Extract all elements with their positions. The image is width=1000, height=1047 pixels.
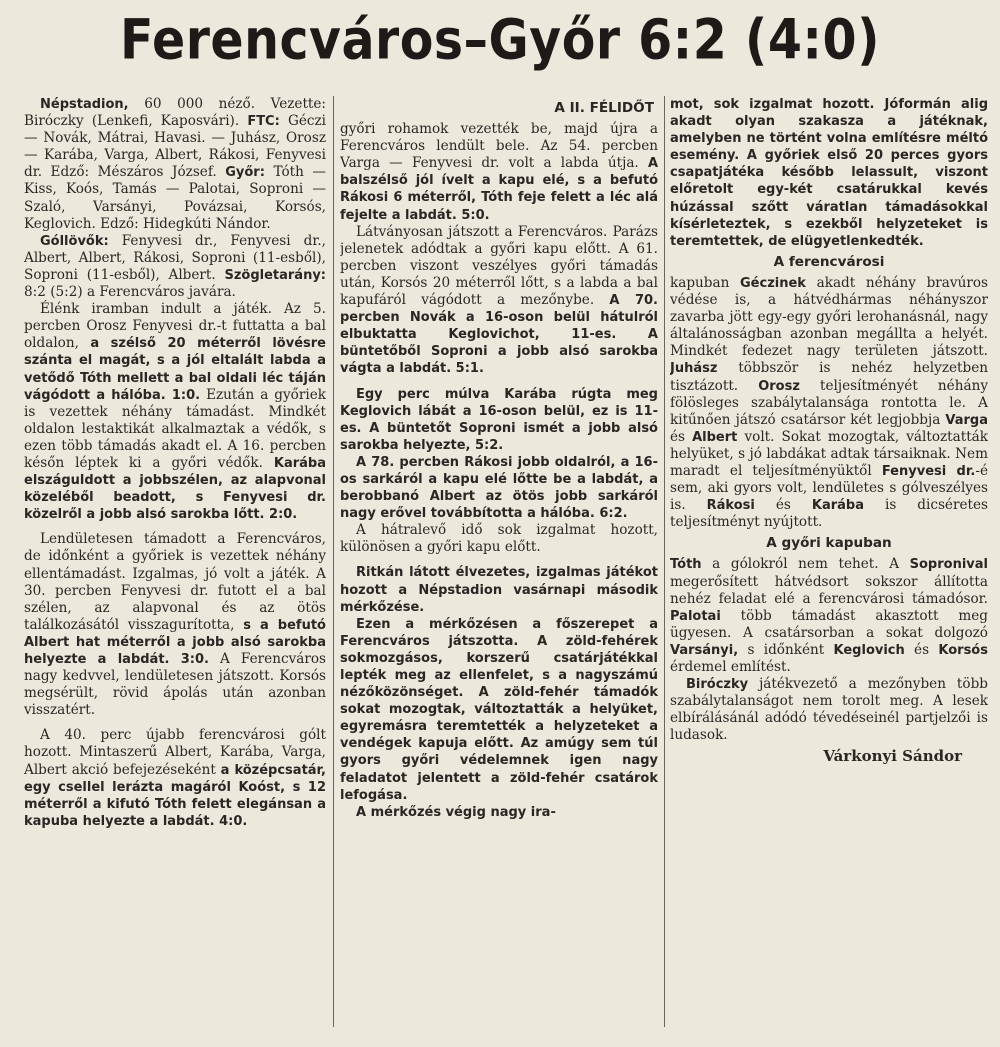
text-run: Tóth — Kiss, Koós, Tamás — Palotai, Soproni — Szaló, Varsányi, Povázsai, Korsós, Keglovich. Edző: Hidegkúti Nándor.: [24, 164, 326, 232]
author-signature: Várkonyi Sándor: [823, 747, 962, 766]
text-run: Élénk iramban indult a játék. Az 5. percben Orosz Fenyvesi dr.-t futtatta a bal oldalon,: [24, 301, 326, 352]
venue-label: Népstadion,: [40, 97, 129, 112]
player-name: Géczinek: [740, 275, 806, 291]
highlight-run: Egy perc múlva Karába rúgta meg Keglovich lábát a 16-oson belül, ez is 11-es. A büntetőt Soproni ismét a jobb alsó sarokba helyezte, 5:2.: [340, 386, 658, 453]
text-run: teljesítményét néhány fölösleges szabálytalansága rontotta le. A kitűnően játszó csatársor két legjobbja: [670, 377, 988, 428]
section-subheading: A győri kapuban: [766, 535, 892, 552]
highlight-run: A balszélső jól ívelt a kapu elé, s a befutó Rákosi 6 méterről, Tóth feje felett a léc alá fejelte a labdát. 5:0.: [340, 156, 658, 223]
highlight-run: A 78. percben Rákosi jobb oldalról, a 16-os sarkáról a kapu elé lőtte be a labdát, a berobbanó Albert az ötös jobb sarkáról nagy erővel továbbította a hálóba. 6:2.: [340, 454, 658, 522]
text-run: a gólokról nem tehet. A: [701, 556, 910, 573]
highlight-run: A mérkőzés végig nagy ira-: [356, 804, 556, 820]
article-paragraph: [340, 522, 658, 556]
section-subheading: A II. FÉLIDŐT: [554, 100, 654, 116]
text-run: és: [754, 497, 812, 514]
player-name: Varga: [945, 412, 988, 428]
text-run: A 40. perc újabb ferencvárosi gólt hozott. Mintaszerű Albert, Karába, Varga, Albert akció befejezéseként: [24, 727, 326, 778]
highlight-run: Karába elszáguldott a jobbszélen, az alapvonal közeléből beadott, s Fenyvesi dr. közelről a jobb alsó sarokba lőtt. 2:0.: [24, 455, 326, 523]
article-paragraph: [24, 531, 326, 719]
highlight-run: Ritkán látott élvezetes, izgalmas játékot hozott a Népstadion vasárnapi második mérkőzése.: [340, 565, 658, 615]
article-paragraph: [340, 121, 658, 224]
text-run: Látványosan játszott a Ferencváros. Parázs jelenetek adódtak a győri kapu előtt. A 61. percben viszont veszélyes győri támadás után, Korsós 20 méterről lőtt, s a labda a bal kapufáról vágódott a mezőnybe.: [340, 223, 658, 309]
article-column-3: [670, 96, 988, 1033]
text-run: A Ferencváros nagy kedvvel, lendületesen játszott. Korsós megsérült, rövid ápolás után azonban visszatért.: [24, 651, 326, 719]
article-paragraph: [340, 616, 658, 804]
spacer: [24, 719, 326, 727]
player-name: Palotai: [670, 608, 721, 624]
scorers-paragraph: [24, 233, 326, 301]
text-run: érdemel említést.: [670, 659, 791, 675]
player-name: Juhász: [670, 361, 718, 377]
article-paragraph: [340, 386, 658, 454]
text-run: Lendületesen támadott a Ferencváros, de időnként a győriek is vezettek néhány ellentámadást. Izgalmas, jó volt a játék. A 30. percben Fenyvesi dr. futott el a bal szélen, az alapvonal és az ötös találkozásától visszagurította,: [24, 531, 326, 633]
corners-label: Szögletarány:: [224, 267, 326, 283]
highlight-run: mot, sok izgalmat hozott. Jóformán alig akadt olyan szakasza a játéknak, amelyben ne történt volna említésre méltó esemény. A győriek első 20 perces gyors csapatjátéka később lelassult, viszont előretolt egy-két csatárukkal kevés húzással szőtt váratlan támadásokkal kísérleteztek, s ezekből helyzeteket is teremtettek, de elügyetlenkedték.: [670, 97, 988, 249]
text-run: Géczi — Novák, Mátrai, Havasi. — Juhász, Orosz — Karába, Varga, Albert, Rákosi, Fenyvesi dr. Edző: Mészáros József.: [24, 113, 326, 181]
text-run: 60 000 néző. Vezette: Biróczky (Lenkefi, Kaposvári).: [24, 96, 326, 130]
text-run: több támadást akasztott meg ügyesen. A csatársorban a sokat dolgozó: [670, 607, 988, 641]
text-run: többször is nehéz helyzetben tisztázott.: [670, 360, 988, 394]
player-name: Rákosi: [706, 498, 755, 514]
text-run: akadt néhány bravúros védése is, a hátvédhármas néhányszor zavarba jött egy-egy győri lerohanásnál, nagy általánosságban azonban megállta a helyét. Mindkét fedezet nagy területen játszott.: [670, 274, 988, 360]
text-run: és: [670, 428, 693, 445]
highlight-run: a szélső 20 méterről lövésre szánta el magát, s a jól eltalált labda a vetődő Tóth mellett a bal oldali léc táján vágódott a hálóba. 1:0.: [24, 336, 326, 403]
article-paragraph: [340, 804, 658, 821]
text-run: Ezután a győriek is vezettek néhány támadást. Mindkét oldalon lestaktikát alkalmaztak a védők, s ezen több támadás akadt el. A 16. percben későn léptek ki a győri védők.: [24, 386, 326, 471]
player-name: Fenyvesi dr.: [881, 463, 976, 479]
text-run: 8:2 (5:2) a Ferencváros javára.: [24, 284, 236, 301]
column-rule: [333, 96, 334, 1027]
player-name: Varsányi,: [670, 642, 739, 658]
section-subheading: A ferencvárosi: [773, 253, 885, 270]
column-rule: [664, 96, 665, 1027]
player-name: Biróczky: [686, 677, 749, 693]
text-run: A hátralevő idő sok izgalmat hozott, különösen a győri kapu előtt.: [340, 522, 658, 556]
spacer: [340, 556, 658, 564]
article-paragraph: [670, 556, 988, 676]
spacer: [24, 523, 326, 531]
player-name: Korsós: [938, 642, 988, 658]
text-run: volt. Sokat mozogtak, változtatták helyüket, s jó labdákat adtak társaiknak. Nem maradt el teljesítményüktől: [670, 428, 988, 479]
article-paragraph: [670, 96, 988, 250]
text-run: megerősített hátvédsort sokszor állította nehéz feladat elé a ferencvárosi támadósor.: [670, 573, 988, 607]
player-name: Tóth: [670, 557, 702, 573]
article-column-2: [340, 96, 658, 1033]
highlight-run: a középcsatár, egy csellel lerázta magáról Koóst, s 12 méterről a kifutó Tóth felett elegánsan a kapuba helyezte a labdát. 4:0.: [24, 762, 326, 829]
team-label-gyor: Győr:: [225, 165, 265, 181]
text-run: -é sem, aki gyors volt, lendületes s gólveszélyes is.: [670, 462, 988, 514]
text-run: s időnként: [738, 641, 834, 658]
player-name: Keglovich: [833, 642, 905, 658]
team-label-ftc: FTC:: [247, 114, 280, 130]
article-paragraph: [670, 275, 988, 531]
player-name: Albert: [692, 429, 738, 445]
article-paragraph: [340, 224, 658, 378]
scorers-label: Góllövők:: [40, 233, 109, 249]
article-paragraph: [24, 301, 326, 523]
text-run: kapuban: [670, 274, 741, 291]
highlight-run: A 70. percben Novák a 16-oson belül hátulról elbuktatta Keglovichot, 11-es. A büntetőből Soproni a jobb alsó sarokba vágta a labdát. 5:1.: [340, 293, 658, 377]
article-paragraph: [340, 454, 658, 522]
spacer: [340, 378, 658, 386]
headline: Ferencváros–Győr 6:2 (4:0): [119, 8, 880, 72]
article-paragraph: [24, 727, 326, 830]
highlight-run: s a befutó Albert hat méterről a jobb alsó sarokba helyezte a labdát. 3:0.: [24, 617, 326, 667]
player-name: Karába: [811, 498, 864, 514]
text-run: és: [904, 641, 939, 658]
article-column-1: [24, 96, 326, 1033]
player-name: Orosz: [758, 378, 800, 394]
highlight-run: Ezen a mérkőzésen a főszerepet a Ferencváros játszotta. A zöld-fehérek sokmozgásos, korszerű csatárjátékkal lepték meg az ellenfelet, s a nagyszámú nézőközönséget. A zöld-fehér támadók sokat mozogtak, változtatták a helyüket, egyremásra teremtették a helyzeteket a vendégek kapuja előtt. Az amúgy sem túl gyors győri védelemnek igen nagy feladatot jelentett a zöld-fehér csatárok lefogása.: [340, 616, 658, 803]
text-run: játékvezető a mezőnyben több szabálytalanságot nem torolt meg. A lesek elbírálásánál adódó tévedéseinél partjelzői is ludasok.: [670, 676, 988, 744]
text-run: is dicséretes teljesítményt nyújtott.: [670, 497, 988, 531]
article-paragraph: [340, 564, 658, 615]
player-name: Sopronival: [909, 557, 988, 573]
article-paragraph: [670, 676, 988, 744]
text-run: Fenyvesi dr., Fenyvesi dr., Albert, Albert, Rákosi, Soproni (11-esből), Soproni (11-esből), Albert.: [24, 232, 326, 283]
text-run: győri rohamok vezették be, majd újra a Ferencváros lendült bele. Az 54. percben Varga — Fenyvesi dr. volt a labda útja.: [340, 121, 658, 172]
lineup-paragraph: [24, 96, 326, 233]
